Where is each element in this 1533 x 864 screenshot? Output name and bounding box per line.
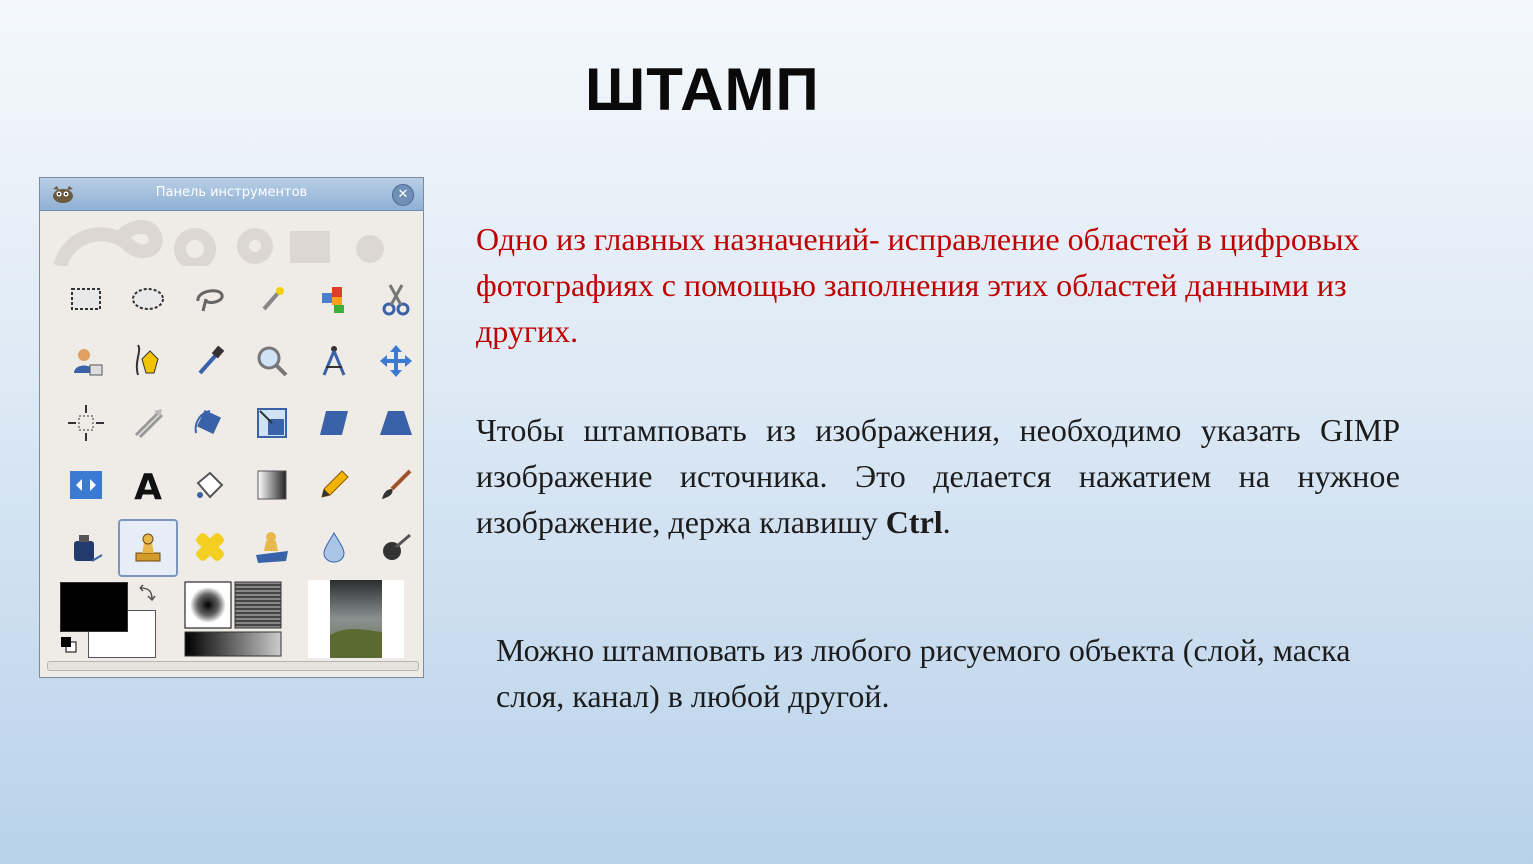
reset-colors-icon[interactable] <box>60 636 80 656</box>
crop-icon <box>128 403 168 443</box>
flip-icon <box>66 465 106 505</box>
perspective-tool[interactable] <box>365 392 424 454</box>
scale-tool[interactable] <box>241 392 303 454</box>
text-icon <box>128 465 168 505</box>
free-select-tool[interactable] <box>179 268 241 330</box>
smudge-icon <box>376 527 416 567</box>
magic-wand-icon <box>252 279 292 319</box>
shear-icon <box>314 403 354 443</box>
clone-stamp-tool[interactable] <box>117 516 179 578</box>
rect-select-tool[interactable] <box>55 268 117 330</box>
toolbox-window[interactable] <box>39 177 424 678</box>
pattern-icon[interactable] <box>235 582 281 628</box>
water-drop-icon <box>314 527 354 567</box>
zoom-icon <box>252 341 292 381</box>
crop-tool[interactable] <box>117 392 179 454</box>
swap-colors-icon[interactable] <box>136 584 156 604</box>
move-icon <box>376 341 416 381</box>
ellipse-select-icon <box>128 279 168 319</box>
gradient-tool[interactable] <box>241 454 303 516</box>
slide-title: ШТАМП <box>585 56 820 123</box>
heal-tool[interactable] <box>179 516 241 578</box>
heal-icon <box>190 527 230 567</box>
toolbox-titlebar[interactable] <box>40 178 423 211</box>
compass-icon <box>314 341 354 381</box>
select-by-color-icon <box>314 279 354 319</box>
align-tool[interactable] <box>55 392 117 454</box>
svg-text:A: A <box>134 467 162 505</box>
scale-icon <box>252 403 292 443</box>
zoom-tool[interactable] <box>241 330 303 392</box>
tool-grid <box>55 268 415 578</box>
perspective-clone-tool[interactable] <box>241 516 303 578</box>
pencil-tool[interactable] <box>303 454 365 516</box>
brush-pattern-gradient[interactable] <box>183 580 283 660</box>
fg-bg-colors[interactable] <box>58 580 178 660</box>
paragraph-stamp-sources: Можно штамповать из любого рисуемого объекта (слой, маска слоя, канал) в любой другой. <box>496 632 1351 714</box>
blur-tool[interactable] <box>303 516 365 578</box>
clone-stamp-icon <box>128 527 168 567</box>
rect-select-icon <box>66 279 106 319</box>
bucket-fill-icon <box>190 465 230 505</box>
flip-tool[interactable] <box>55 454 117 516</box>
paths-icon <box>128 341 168 381</box>
smudge-tool[interactable] <box>365 516 424 578</box>
text-tool[interactable] <box>117 454 179 516</box>
select-by-color-tool[interactable] <box>303 268 365 330</box>
paragraph-how-to-stamp <box>476 407 1400 545</box>
measure-tool[interactable] <box>303 330 365 392</box>
toolbox-title: Панель инструментов <box>155 185 308 200</box>
foreground-select-tool[interactable] <box>55 330 117 392</box>
close-icon[interactable]: ✕ <box>392 184 414 206</box>
paragraph-main-purpose: Одно из главных назначений- исправление областей в цифровых фотографиях с помощью заполнения этих областей данными из других. <box>476 221 1360 349</box>
rotate-tool[interactable] <box>179 392 241 454</box>
perspective-clone-icon <box>252 527 292 567</box>
ink-tool[interactable] <box>55 516 117 578</box>
gradient-icon <box>252 465 292 505</box>
paragraph-end-period: . <box>942 504 951 540</box>
color-picker-tool[interactable] <box>179 330 241 392</box>
paragraph-how-to-stamp-text: Чтобы штамповать из изображения, необходимо указать GIMP изображение источника. Это делается нажатием на нужное изображение, держа клавишу <box>476 412 1400 540</box>
scissors-icon <box>376 279 416 319</box>
perspective-icon <box>376 403 416 443</box>
align-icon <box>66 403 106 443</box>
shear-tool[interactable] <box>303 392 365 454</box>
paintbrush-icon <box>376 465 416 505</box>
bucket-fill-tool[interactable] <box>179 454 241 516</box>
lasso-icon <box>190 279 230 319</box>
wilber-banner <box>40 211 423 266</box>
toolbox-scrollbar[interactable] <box>47 661 419 671</box>
foreground-select-icon <box>66 341 106 381</box>
ctrl-key-label: Ctrl <box>885 504 943 540</box>
active-image-thumbnail[interactable] <box>308 580 404 658</box>
brush-icon[interactable] <box>185 582 231 628</box>
color-picker-icon <box>190 341 230 381</box>
pencil-icon <box>314 465 354 505</box>
rotate-icon <box>190 403 230 443</box>
ink-icon <box>66 527 106 567</box>
gradient-preview-icon[interactable] <box>185 632 281 656</box>
fuzzy-select-tool[interactable] <box>241 268 303 330</box>
paths-tool[interactable] <box>117 330 179 392</box>
ellipse-select-tool[interactable] <box>117 268 179 330</box>
scissors-tool[interactable] <box>365 268 424 330</box>
paintbrush-tool[interactable] <box>365 454 424 516</box>
move-tool[interactable] <box>365 330 424 392</box>
foreground-color-swatch[interactable] <box>60 582 128 632</box>
